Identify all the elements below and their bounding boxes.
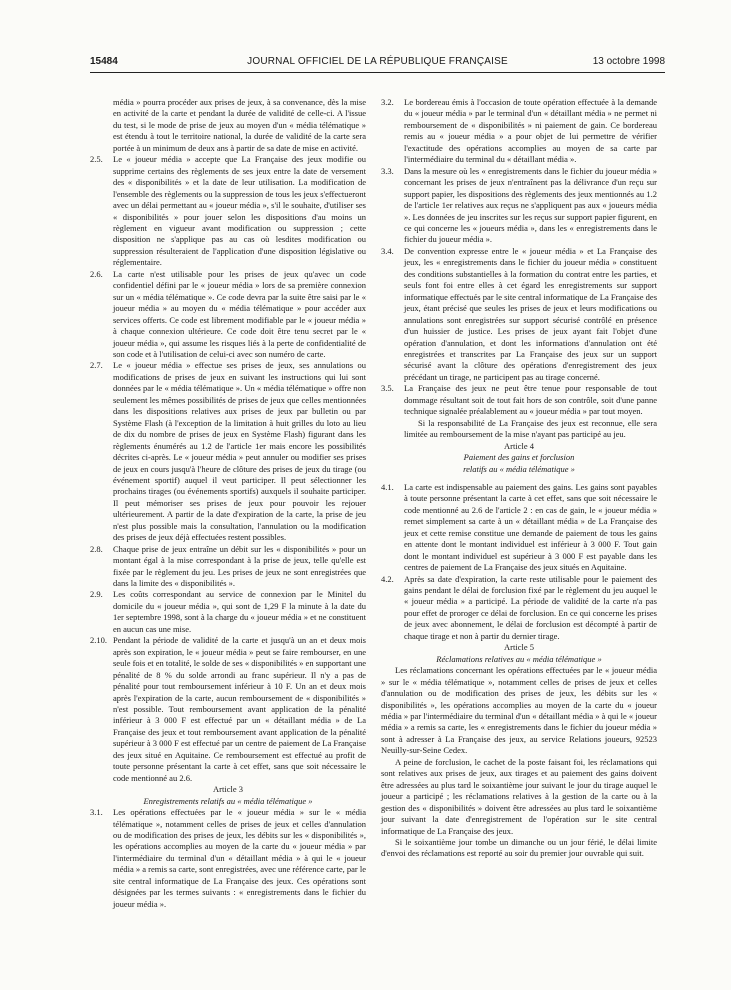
clause-text: Chaque prise de jeux entraîne un débit sur les « disponibilités » pour un montant égal à la mise correspondant à la prise de jeux, telle qu'elle est fixée par le règlement du jeu. Les prises de jeux ne sont enregistrées que dans la limite des « disponibilités ». (113, 543, 366, 589)
article-5-heading: Article 5 (504, 642, 534, 653)
clause-4-1 (381, 482, 657, 574)
article-5-title: Réclamations relatives au « média télématique » (436, 653, 602, 664)
page-number: 15484 (90, 56, 118, 67)
article-5-paragraph: A peine de forclusion, le cachet de la poste faisant foi, les réclamations qui sont relatives aux prises de jeux, aux tirages et au paiement des gains doivent être adressées au plus tard le soixantième jour suivant le jour du tirage auquel le joueur a participé ; les réclamations relatives à la gestion de la carte ou à la gestion des « disponibilités » doivent être adressées au plus tard le soixantième jour suivant la date d'enregistrement de l'opération sur le site central informatique de La Française des jeux. (381, 756, 657, 836)
clause-3-5-continuation: Si la responsabilité de La Française des jeux est reconnue, elle sera limitée au remboursement de la mise n'ayant pas participé au jeu. (404, 417, 657, 440)
clause-2-7 (90, 360, 366, 543)
clause-3-3 (381, 166, 657, 246)
clause-number: 2.7. (90, 360, 103, 371)
clause-text: Le « joueur média » accepte que La Française des jeux modifie ou supprime certains des règlements de ses jeux entre la date de versement des « disponibilités » et la date de leur utilisation. La modification de l'ensemble des règlements ou la suppression de tous les jeux s'effectueront avec un délai permettant au « joueur média », s'il le souhaite, d'utiliser ses « disponibilités » pour jouer selon les dispositions d'au moins un règlement en vigueur avant modification ou suppression ; cette disposition ne s'applique pas au cas où lesdites modification ou suppression résulteraient de l'application d'une disposition législative ou réglementaire. (113, 154, 366, 268)
clause-text: Le « joueur média » effectue ses prises de jeux, ses annulations ou modifications de prises de jeux en suivant les instructions qui lui sont données par le « média télématique ». Un « média télématique » offre non seulement les mêmes possibilités de prises de jeux que celles mentionnées dans les dispositions relatives aux prises de jeux par bulletin ou par Système Flash (à l'exception de la limitation à huit grilles du loto au lieu de dix du nombre de prises de jeux en Système Flash) figurant dans les règlements énumérés au 1.2 de l'article 1er mais encore les possibilités décrites ci-après. Le « joueur média » peut annuler ou modifier ses prises de jeux en cours jusqu'à l'heure de clôture des prises de jeux du tirage (ou événement sportif) auquel il veut participer. Il peut sélectionner les prochains tirages (ou événements sportifs) auxquels il souhaite participer. Il peut mémoriser ses prises de jeux pour pouvoir les rejouer ultérieurement. A partir de la date d'expiration de la carte, la prise de jeu n'est plus possible mais la consultation, l'annulation ou la modification des prises de jeux déjà effectuées restent possibles. (113, 360, 366, 543)
clause-text: Les coûts correspondant au service de connexion par le Minitel du domicile du « joueur média », qui sont de 1,29 F la minute à la date du 1er septembre 1998, sont à la charge du « joueur média » et ne constituent en aucun cas une mise. (113, 589, 366, 634)
clause-4-2 (381, 574, 657, 643)
clause-number: 3.4. (381, 245, 394, 256)
clause-text: Pendant la période de validité de la carte et jusqu'à un an et deux mois après son expiration, le « joueur média » peut se faire rembourser, en une seule fois et en totalité, le solde de ses « disponibilités » en supportant une pénalité de 8 % du solde arrondi au franc supérieur. Il n'y a pas de pénalité pour tout remboursement inférieur à 10 F. Un an et deux mois après l'expiration de la carte, aucun remboursement de « disponibilités » n'est possible. Tout remboursement avant application de la pénalité inférieur à 3 000 F est effectué par un « détaillant média » de La Française des jeux et tout remboursement avant application de la pénalité supérieur à 3 000 F est effectué par un centre de paiement de La Française des jeux situé en Aquitaine. Ce remboursement est effectué au profit de toute personne présentant la carte à cet effet, sans que soit nécessaire le code mentionné au 2.6. (113, 635, 366, 783)
clause-text: De convention expresse entre le « joueur média » et La Française des jeux, les « enregistrements dans le fichier du joueur média » constituent des conditions substantielles à la formation du contrat entre les parties, et seuls font foi entre elles à cet égard les enregistrements sur support informatique effectués par le site central informatique de La Française des jeux, étant précisé que seules les prises de jeux et leurs modifications ou annulations sont enregistrées sur support sécurisé contrôlé en présence d'un huissier de justice. Les prises de jeux ayant fait l'objet d'une opération d'annulation, et dont les informations d'annulation ont été enregistrées et transcrites par La Française des jeux sur un support sécurisé avant la clôture des opérations d'enregistrement des jeux précédant un tirage, ne participent pas au tirage concerné. (404, 245, 657, 382)
clause-3-4 (381, 246, 657, 383)
clause-3-2 (381, 97, 657, 166)
article-4-title-line-1: Paiement des gains et forclusion (463, 452, 575, 463)
article-5-paragraph: Les réclamations concernant les opérations effectuées par le « joueur média » sur le « média télématique », notamment celles de prises de jeux et celles d'annulation ou de modification des prises de jeux, les débits sur les « disponibilités », les opérations accomplies au moyen de la carte du « joueur média » par l'intermédiaire du terminal d'un « détaillant média » à qui le « joueur média » a remis sa carte, les « enregistrements dans le fichier du joueur média » sont à adresser à La Française des jeux, au service Relations joueurs, 92523 Neuilly-sur-Seine Cedex. (381, 665, 657, 756)
clause-number: 3.5. (381, 383, 394, 394)
clause-2-5 (90, 154, 366, 269)
clause-number: 4.2. (381, 573, 394, 584)
clause-2-10 (90, 635, 366, 784)
clause-3-5 (381, 383, 657, 417)
clause-number: 2.10. (90, 635, 107, 646)
clause-text: La carte est indispensable au paiement des gains. Les gains sont payables à toute personne présentant la carte à cet effet, sans que soit nécessaire le code mentionné au 2.6 de l'article 2 : en cas de gain, le « joueur média » remet simplement sa carte à un « détaillant média » de La Française des jeux et cette remise constitue une demande de paiement de tous les gains en attente dont le montant individuel est inférieur à 3 000 F. Tout gain dont le montant individuel est supérieur à 3 000 F est payable dans les centres de paiement de La Française des jeux situés en Aquitaine. (404, 481, 657, 573)
clause-text: La Française des jeux ne peut être tenue pour responsable de tout dommage résultant soit de tout fait hors de son contrôle, soit d'une panne technique signalée préalablement au « joueur média » par tout moyen. (404, 383, 657, 417)
page-header (90, 54, 665, 73)
article-5-paragraph: Si le soixantième jour tombe un dimanche ou un jour férié, le délai limite d'envoi des réclamations est reporté au soir du premier jour ouvrable qui suit. (381, 837, 657, 859)
clause-text: Le bordereau émis à l'occasion de toute opération effectuée à la demande du « joueur média » par le terminal d'un « détaillant média » ne permet ni remboursement de « disponibilités » ni paiement de gain. Ce bordereau remis au « joueur média » a pour objet de lui permettre de vérifier l'exactitude des opérations accomplies au moyen de sa carte par l'intermédiaire du terminal du « détaillant média ». (404, 97, 657, 165)
right-column (381, 97, 657, 860)
article-3-heading: Article 3 (213, 784, 243, 795)
clause-text: Après sa date d'expiration, la carte reste utilisable pour le paiement des gains pendant le délai de forclusion fixé par le règlement du jeu auquel le « joueur média » a participé. La période de validité de la carte n'a pas pour effet de proroger ce délai de forclusion. En ce qui concerne les prises de jeux avec abonnement, le délai de forclusion est décompté à partir de chaque tirage et non à partir du dernier tirage. (404, 573, 657, 641)
publication-date: 13 octobre 1998 (592, 56, 665, 67)
clause-3-1 (90, 807, 366, 910)
article-3-title: Enregistrements relatifs au « média télématique » (143, 795, 313, 806)
clause-number: 2.5. (90, 154, 103, 165)
clause-text: Dans la mesure où les « enregistrements dans le fichier du joueur média » concernant les prises de jeux n'entraînent pas la délivrance d'un reçu sur support papier, les dispositions des règlements des jeux mentionnés au 1.2 de l'article 1er relatives aux reçus ne s'appliquent pas aux « joueurs média ». Les données de jeu inscrites sur les reçus sur support papier figurent, en ce qui concerne les « joueurs média », dans les « enregistrements dans le fichier du joueur média ». (404, 165, 657, 245)
article-4-title-line-2: relatifs au « média télématique » (463, 463, 575, 474)
clause-text: Les opérations effectuées par le « joueur média » sur le « média télématique », notamment celles de prises de jeux et celles d'annulation ou de modification des prises de jeux, les débits sur les « disponibilités », les opérations accomplies au moyen de la carte du « joueur média » par l'intermédiaire du terminal d'un « détaillant média » à qui le « joueur média » a remis sa carte, sont enregistrées, avec une référence carte, par le site central informatique de La Française des jeux. Ces opérations sont désignées par les termes suivants : « enregistrements dans le fichier du joueur média ». (113, 807, 366, 909)
clause-number: 3.1. (90, 807, 103, 818)
clause-number: 3.3. (381, 165, 394, 176)
clause-number: 2.8. (90, 543, 103, 554)
clause-number: 2.6. (90, 268, 103, 279)
article-4-title (381, 452, 657, 475)
clause-text: La carte n'est utilisable pour les prises de jeux qu'avec un code confidentiel défini par le « joueur média » lors de sa première connexion sur un « média télématique ». Ce code devra par la suite être saisi par le « joueur média » au moyen du « média télématique » pour accéder aux services offerts. Ce code est librement modifiable par le « joueur média » à chaque connexion ultérieure. Ce code doit être tenu secret par le « joueur média », qui assume les risques liés à la perte de confidentialité de son code et à l'utilisation de celui-ci avec son numéro de carte. (113, 268, 366, 359)
clause-number: 3.2. (381, 97, 394, 107)
clause-number: 4.1. (381, 481, 394, 492)
clause-2-6 (90, 269, 366, 361)
journal-title: JOURNAL OFFICIEL DE LA RÉPUBLIQUE FRANÇAISE (247, 56, 508, 67)
continuation-paragraph: média » pourra procéder aux prises de jeux, à sa convenance, dès la mise en activité de la carte et pendant la durée de validité de celle-ci. A l'issue du test, si le mode de prise de jeux au moyen d'un « média télématique » est étendu à tout le territoire national, la durée de validité de la carte sera portée à un minimum de deux ans à partir de sa date de mise en activité. (113, 97, 366, 153)
clause-2-8 (90, 544, 366, 590)
clause-number: 2.9. (90, 589, 103, 600)
clause-2-9 (90, 589, 366, 635)
article-4-heading: Article 4 (504, 440, 534, 451)
left-column (90, 97, 366, 910)
